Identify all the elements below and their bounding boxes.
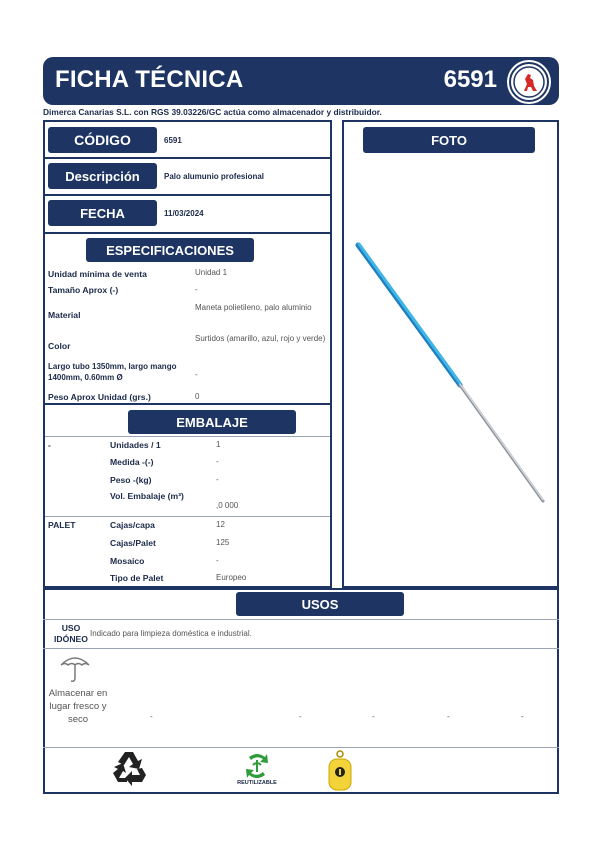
spec-value: -	[195, 370, 198, 379]
embalaje-label: Vol. Embalaje (m³)	[110, 491, 184, 501]
divider	[45, 436, 330, 437]
product-code-header: 6591	[443, 66, 497, 93]
embalaje-value: -	[216, 457, 219, 466]
usage-slot: -	[150, 712, 153, 721]
usos-title: USOS	[236, 592, 404, 616]
usage-slot: -	[447, 712, 450, 721]
divider	[43, 619, 559, 620]
embalaje-value: -	[216, 475, 219, 484]
left-panel	[43, 120, 332, 588]
embalaje-value: Europeo	[216, 573, 247, 582]
descripcion-label: Descripción	[48, 163, 157, 189]
embalaje-value: 12	[216, 520, 225, 529]
reusable-icon	[233, 751, 281, 789]
usage-slot: -	[372, 712, 375, 721]
embalaje-label: Medida -(-)	[110, 457, 154, 467]
embalaje-value: ,0 000	[216, 501, 239, 510]
spec-label: Tamaño Aprox (-)	[48, 285, 119, 295]
codigo-value: 6591	[164, 136, 182, 145]
spec-label: Largo tubo 1350mm, largo mango 1400mm, 0.60mm Ø	[48, 362, 177, 382]
divider	[43, 648, 559, 649]
spec-value: -	[195, 285, 198, 294]
fecha-value: 11/03/2024	[164, 209, 204, 218]
spec-value: Unidad 1	[195, 268, 228, 277]
yellow-bin-icon	[325, 750, 355, 792]
embalaje-group-label: PALET	[48, 520, 76, 530]
divider	[43, 403, 332, 405]
embalaje-label: Tipo de Palet	[110, 573, 164, 583]
recycle-icon	[108, 748, 150, 790]
embalaje-label: Mosaico	[110, 556, 145, 566]
page-title: FICHA TÉCNICA	[55, 66, 244, 93]
fecha-label: FECHA	[48, 200, 157, 226]
product-photo	[350, 235, 550, 515]
usage-slot: -	[521, 712, 524, 721]
header-banner	[43, 57, 559, 105]
usage-slot: -	[299, 712, 302, 721]
embalaje-value: -	[216, 556, 219, 565]
embalaje-label: Cajas/Palet	[110, 538, 156, 548]
embalaje-label: Peso -(kg)	[110, 475, 152, 485]
storage-text: Almacenar en lugar fresco y seco	[48, 688, 108, 725]
especificaciones-title: ESPECIFICACIONES	[86, 238, 254, 262]
distributor-note: Dimerca Canarias S.L. con RGS 39.03226/GC actúa como almacenador y distribuidor.	[43, 107, 382, 117]
divider	[43, 157, 332, 159]
divider	[45, 516, 330, 517]
umbrella-icon	[58, 651, 92, 685]
reusable-label: REUTILIZABLE	[237, 780, 277, 786]
spec-value: 0	[195, 392, 200, 401]
spec-label: Material	[48, 310, 81, 320]
spec-label: Unidad mínima de venta	[48, 269, 147, 279]
embalaje-value: 125	[216, 538, 230, 547]
embalaje-label: Cajas/capa	[110, 520, 155, 530]
divider	[43, 232, 332, 234]
spec-value: Surtidos (amarillo, azul, rojo y verde)	[195, 334, 326, 343]
spec-value: Maneta polietileno, palo aluminio	[195, 303, 312, 312]
uso-idoneo-text: Indicado para limpieza doméstica e industrial.	[90, 629, 252, 638]
embalaje-group-label: -	[48, 440, 51, 450]
embalaje-label: Unidades / 1	[110, 440, 161, 450]
embalaje-value: 1	[216, 440, 221, 449]
foto-title: FOTO	[363, 127, 535, 153]
spec-label: Color	[48, 341, 71, 351]
uso-idoneo-label: USO IDÓNEO	[54, 623, 88, 644]
spec-label: Peso Aprox Unidad (grs.)	[48, 392, 151, 402]
codigo-label: CÓDIGO	[48, 127, 157, 153]
kangaroo-logo-icon	[509, 62, 549, 102]
embalaje-title: EMBALAJE	[128, 410, 296, 434]
descripcion-value: Palo alumunio profesional	[164, 172, 265, 181]
divider	[43, 194, 332, 196]
